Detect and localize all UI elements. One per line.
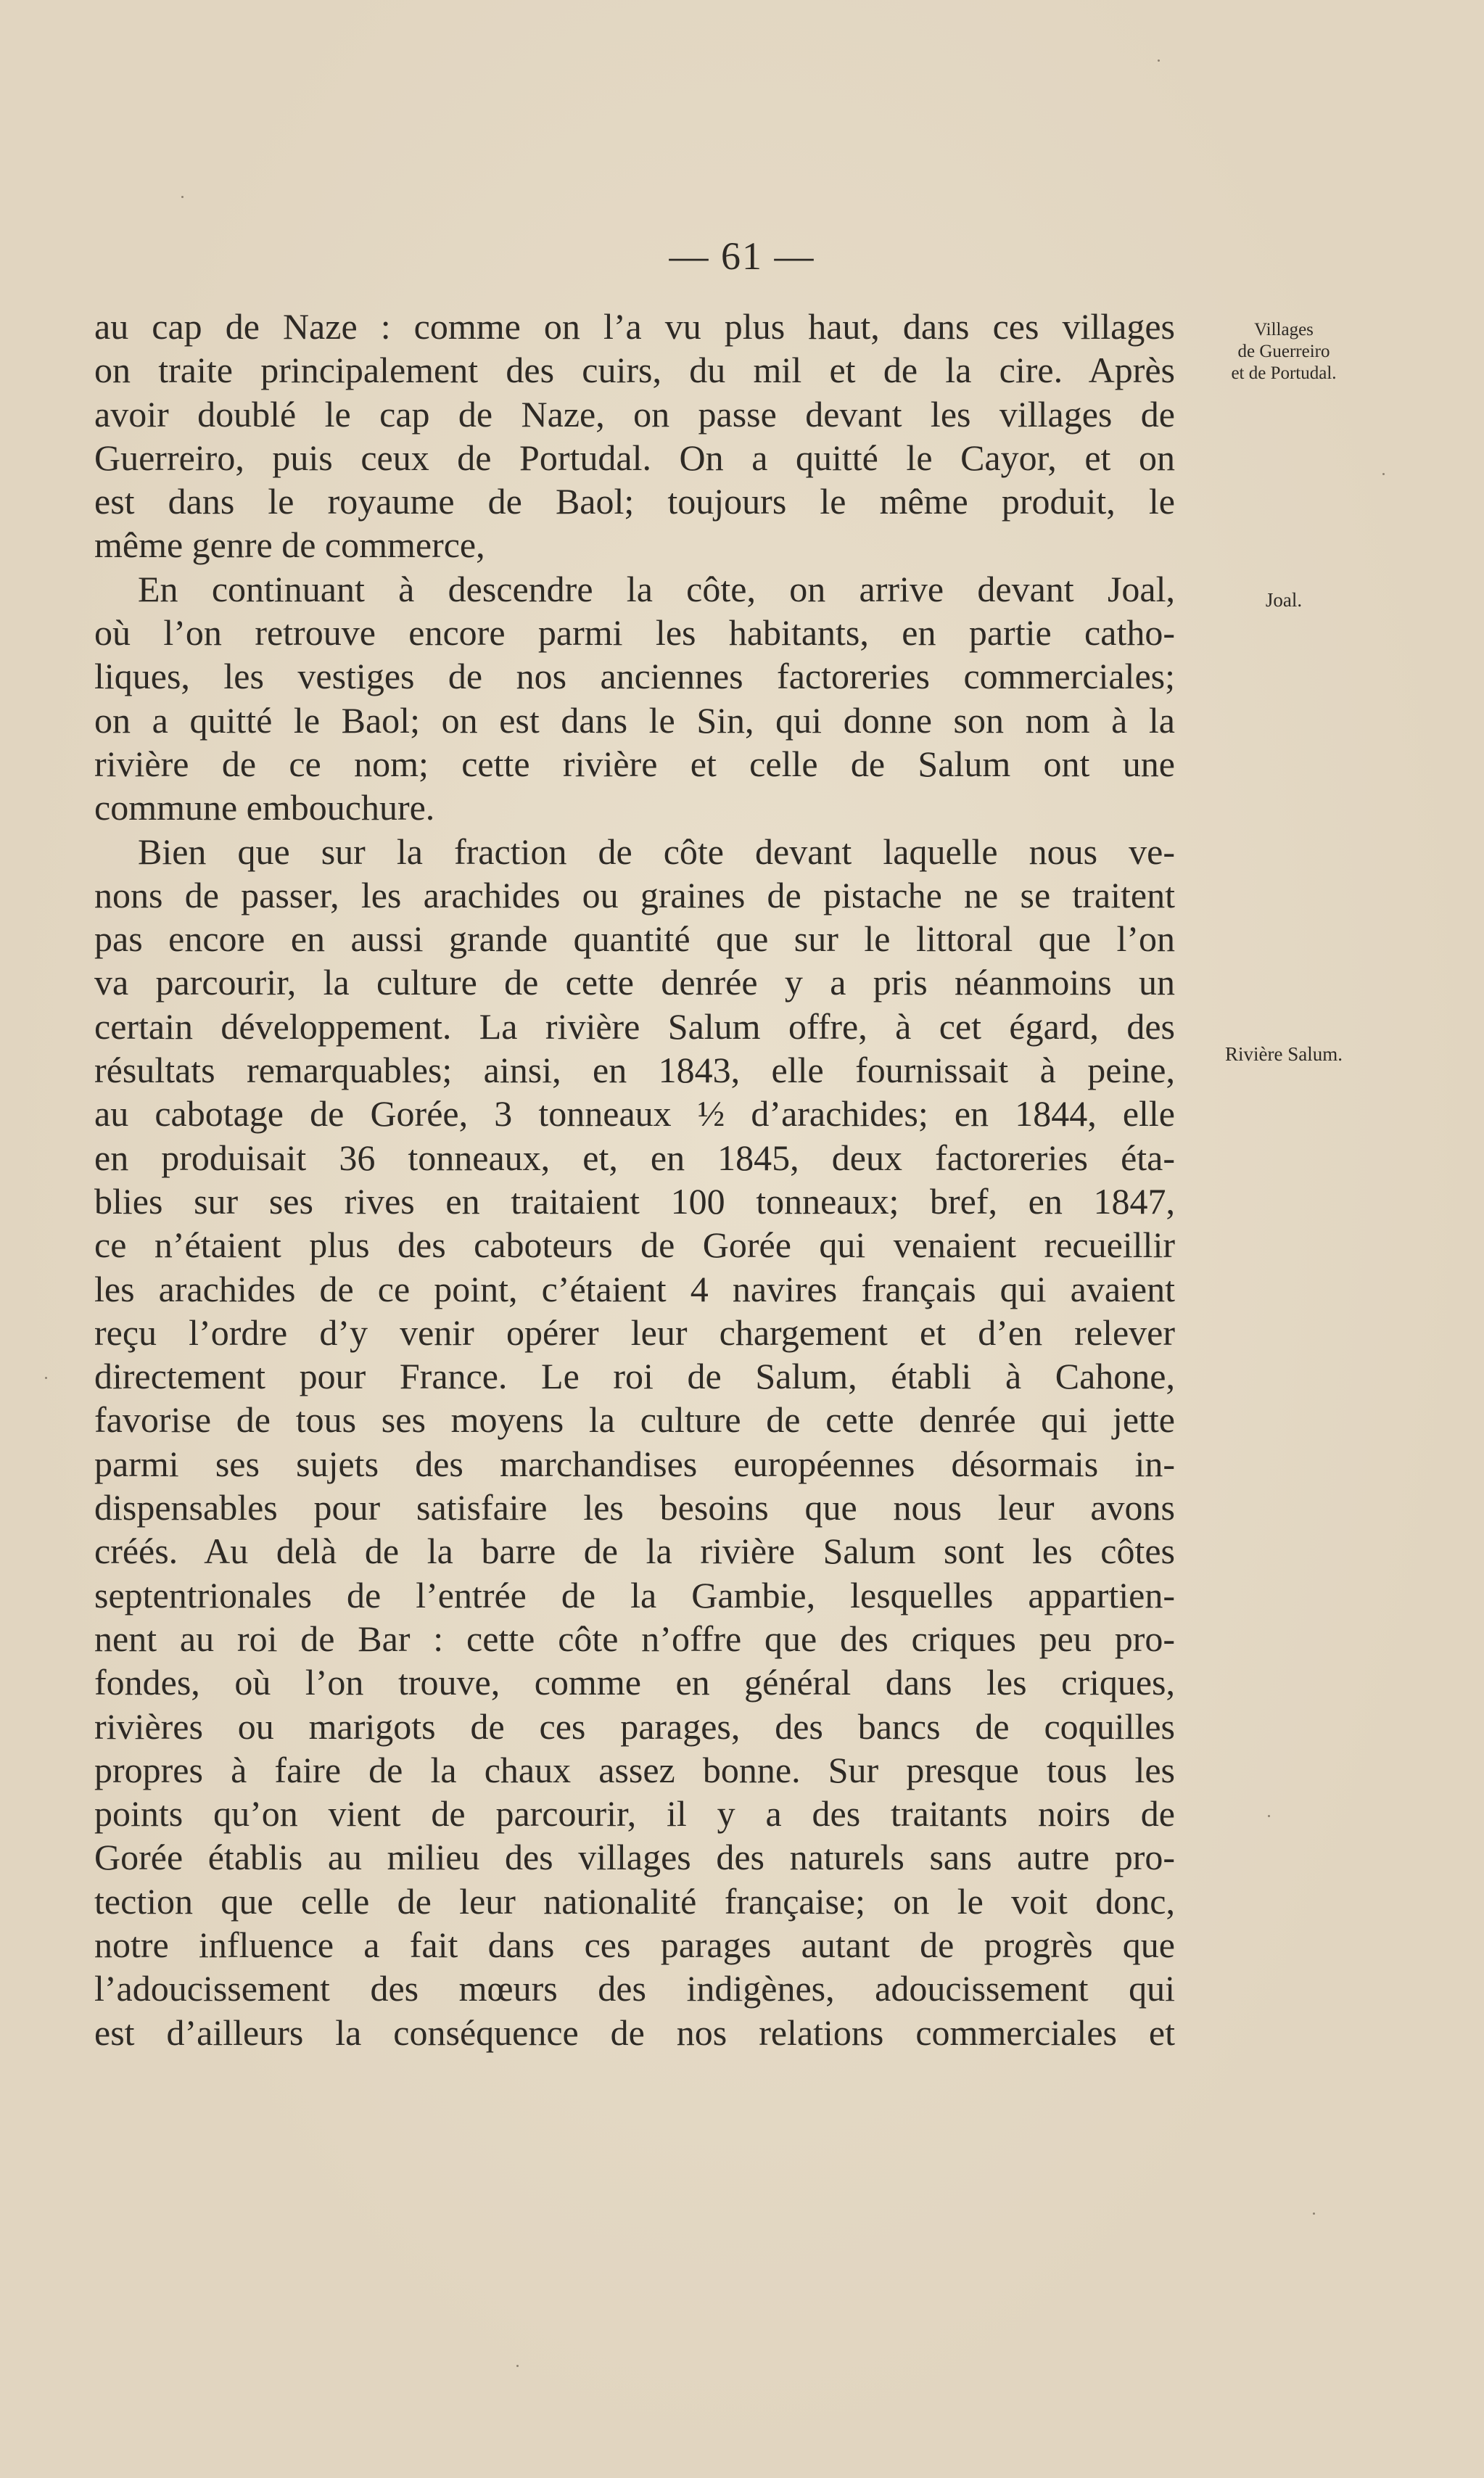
margin-note-villages [1190,319,1378,384]
text-line: même genre de commerce, [94,524,485,566]
text-line: notre influence a fait dans ces parages autant de progrès que [94,1924,1175,1965]
text-line: nent au roi de Bar : cette côte n’offre que des criques peu pro- [94,1618,1175,1659]
text-line: septentrionales de l’entrée de la Gambie, lesquelles appartien- [94,1574,1175,1615]
text-line: Bien que sur la fraction de côte devant laquelle nous ve- [138,831,1175,872]
text-line: commune embouchure. [94,787,435,828]
text-line: fondes, où l’on trouve, comme en général dans les criques, [94,1662,1175,1703]
margin-note-line: et de Portudal. [1231,363,1337,383]
text-line: on traite principalement des cuirs, du mil et de la cire. Après [94,350,1175,391]
text-line: propres à faire de la chaux assez bonne. Sur presque tous les [94,1749,1175,1790]
paper-speck [45,1377,47,1379]
margin-note-joal [1190,589,1378,611]
text-line: directement pour France. Le roi de Salum, établi à Cahone, [94,1356,1175,1397]
text-line: les arachides de ce point, c’étaient 4 navires français qui avaient [94,1268,1175,1309]
page-number-header: — 61 — [669,234,815,278]
paper-speck [516,2365,519,2367]
paper-speck [1382,473,1385,475]
text-line: reçu l’ordre d’y venir opérer leur chargement et d’en relever [94,1312,1175,1353]
paper-speck [1313,2212,1315,2215]
text-line: Guerreiro, puis ceux de Portudal. On a quitté le Cayor, et on [94,437,1175,478]
text-line: l’adoucissement des mœurs des indigènes, adoucissement qui [94,1968,1175,2009]
body-text [94,305,1175,2054]
margin-note-line: Rivière Salum. [1225,1043,1343,1065]
text-line: nons de passer, les arachides ou graines de pistache ne se traitent [94,874,1175,915]
text-line: résultats remarquables; ainsi, en 1843, elle fournissait à peine, [94,1050,1175,1091]
text-line: En continuant à descendre la côte, on arrive devant Joal, [138,568,1175,609]
text-line: on a quitté le Baol; on est dans le Sin, qui donne son nom à la [94,699,1175,741]
text-line: en produisait 36 tonneaux, et, en 1845, deux factoreries éta- [94,1137,1175,1178]
text-line: est dans le royaume de Baol; toujours le même produit, le [94,481,1175,522]
text-line: tection que celle de leur nationalité française; on le voit donc, [94,1880,1175,1922]
margin-note-riviere-salum [1190,1043,1378,1065]
text-line: Gorée établis au milieu des villages des naturels sans autre pro- [94,1837,1175,1878]
text-line: avoir doublé le cap de Naze, on passe devant les villages de [94,393,1175,435]
paper-speck [1158,59,1160,62]
text-line: au cap de Naze : comme on l’a vu plus haut, dans ces villages [94,306,1175,347]
text-line: blies sur ses rives en traitaient 100 tonneaux; bref, en 1847, [94,1180,1175,1222]
text-line: ce n’étaient plus des caboteurs de Gorée qui venaient recueillir [94,1224,1175,1266]
text-line: où l’on retrouve encore parmi les habitants, en partie catho- [94,612,1175,654]
text-line: rivière de ce nom; cette rivière et celle de Salum ont une [94,743,1175,784]
text-line: pas encore en aussi grande quantité que sur le littoral que l’on [94,918,1175,960]
text-line: parmi ses sujets des marchandises européennes désormais in- [94,1443,1175,1484]
text-line: liques, les vestiges de nos anciennes factoreries commerciales; [94,656,1175,697]
text-line: points qu’on vient de parcourir, il y a des traitants noirs de [94,1793,1175,1835]
margin-note-line: Villages [1254,320,1314,339]
text-line: va parcourir, la culture de cette denrée y a pris néanmoins un [94,962,1175,1003]
text-line: créés. Au delà de la barre de la rivière Salum sont les côtes [94,1531,1175,1572]
text-line: dispensables pour satisfaire les besoins que nous leur avons [94,1487,1175,1528]
text-line: favorise de tous ses moyens la culture de cette denrée qui jette [94,1399,1175,1441]
paper-speck [1268,1815,1270,1817]
text-line: certain développement. La rivière Salum offre, à cet égard, des [94,1005,1175,1047]
margin-note-line: de Guerreiro [1237,342,1330,361]
margin-note-line: Joal. [1265,589,1303,611]
paper-speck [181,196,184,198]
text-line: est d’ailleurs la conséquence de nos relations commerciales et [94,2012,1175,2053]
text-line: rivières ou marigots de ces parages, des bancs de coquilles [94,1705,1175,1747]
text-line: au cabotage de Gorée, 3 tonneaux ½ d’arachides; en 1844, elle [94,1093,1175,1135]
